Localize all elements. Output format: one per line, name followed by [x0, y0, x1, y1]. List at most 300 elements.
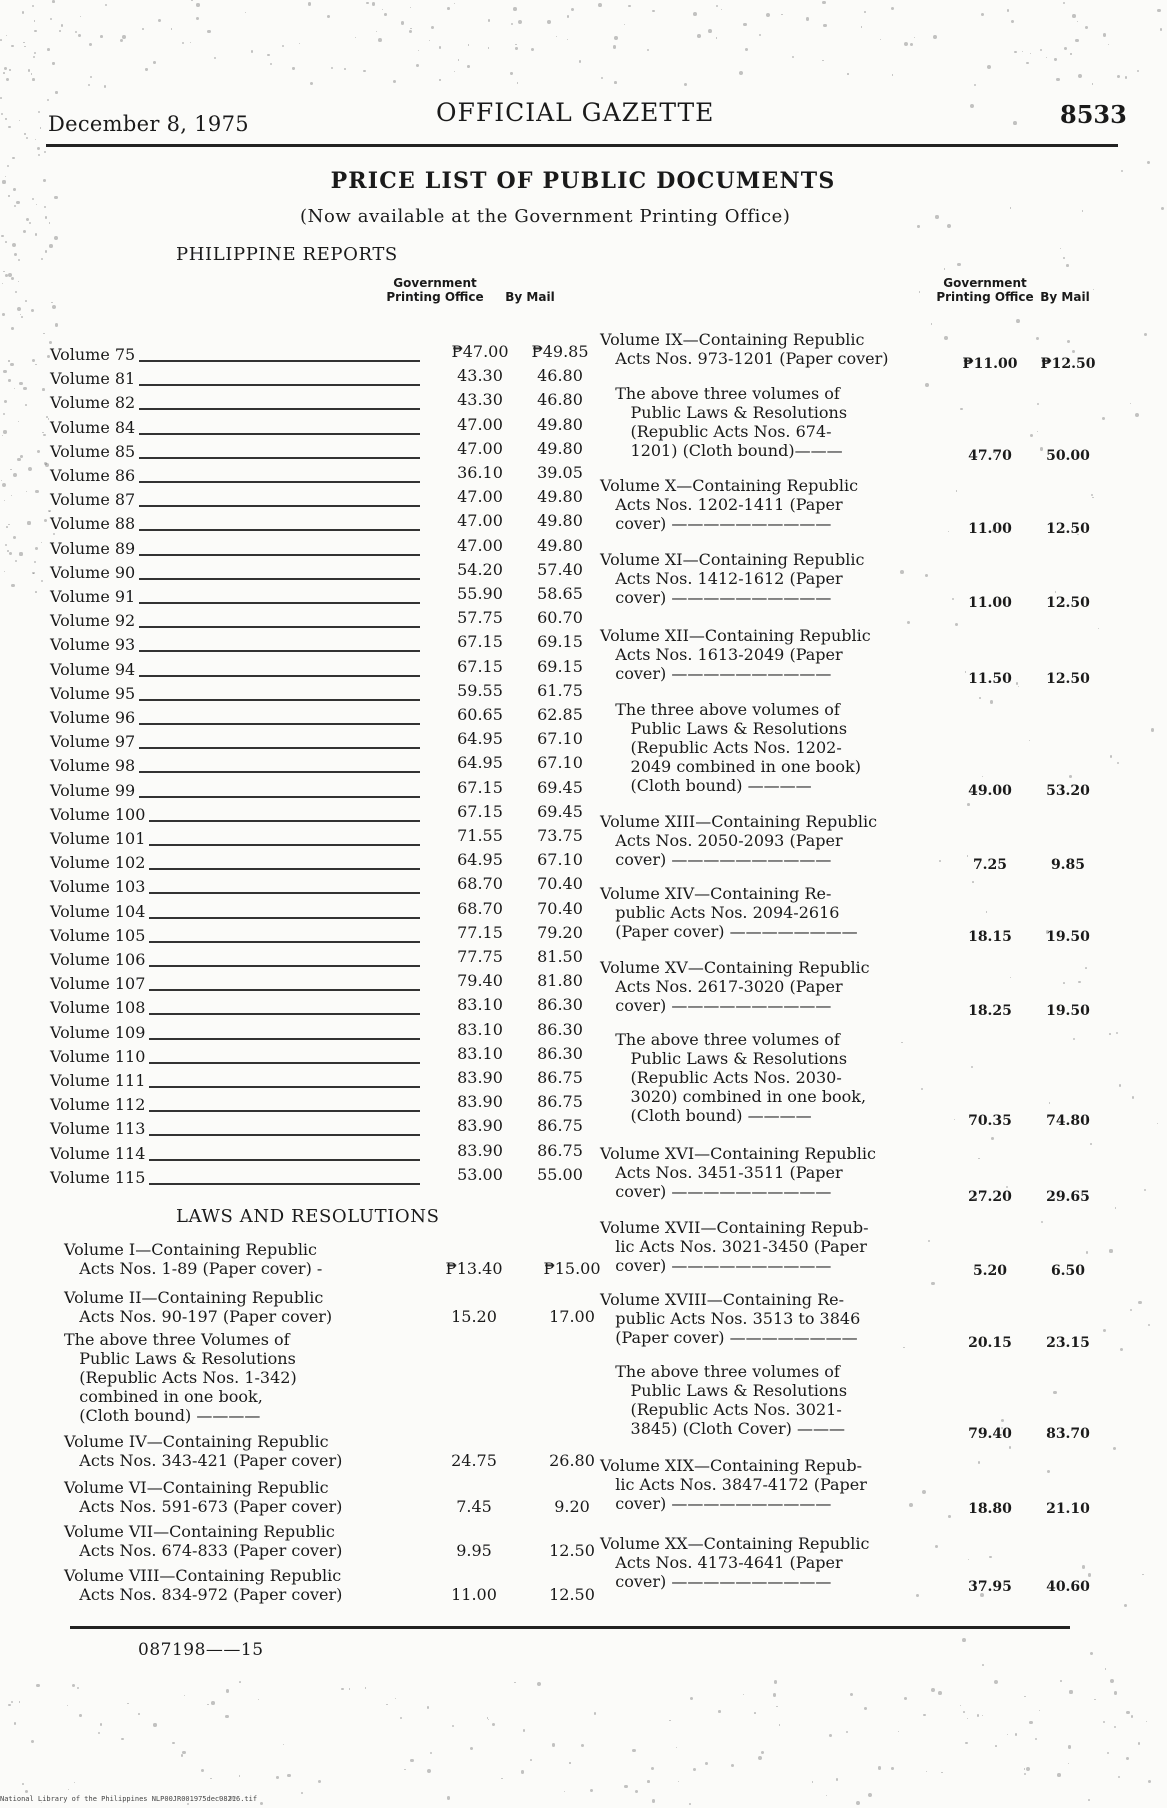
scan-speck: [28, 69, 31, 72]
scan-speck: [992, 529, 995, 532]
scan-speck: [52, 62, 54, 64]
scan-speck: [283, 1744, 284, 1745]
scan-speck: [822, 60, 823, 61]
scan-speck: [0, 39, 2, 41]
report-volume-label: Volume 75: [50, 345, 139, 364]
scan-speck: [1069, 1690, 1072, 1693]
scan-speck: [856, 1801, 860, 1805]
report-leader: [132, 457, 420, 459]
scan-speck: [430, 1752, 432, 1754]
scan-speck: [1138, 1742, 1141, 1745]
law-entry-text: The above three volumes of Public Laws & Resolutions (Republic Acts Nos. 674- 1201) (Cloth bound)———: [615, 384, 848, 460]
scan-speck: [1007, 1734, 1008, 1735]
scan-speck: [2, 483, 6, 487]
scan-speck: [1146, 1721, 1147, 1722]
scan-speck: [23, 230, 26, 233]
scan-speck: [759, 34, 762, 37]
report-leader: [132, 384, 420, 386]
report-gpo-price: 83.10: [457, 1043, 503, 1063]
scan-speck: [355, 37, 356, 38]
scan-speck: [891, 1767, 894, 1770]
scan-speck: [9, 69, 10, 70]
scan-speck: [1157, 1123, 1158, 1124]
scan-speck: [743, 23, 746, 26]
scan-speck: [447, 7, 450, 10]
law-entry: [600, 1030, 1120, 1129]
scan-speck: [979, 697, 981, 699]
scan-speck: [567, 39, 568, 40]
scan-speck: [822, 1, 825, 4]
law-gpo-price: 11.00: [968, 595, 1012, 611]
law-mail-price: 19.50: [1046, 1003, 1090, 1019]
scan-speck: [781, 14, 783, 16]
scan-speck: [382, 9, 383, 10]
law-gpo-price: 37.95: [968, 1579, 1012, 1595]
scan-speck: [967, 803, 970, 806]
scan-speck: [12, 243, 16, 247]
scan-speck: [181, 1754, 183, 1756]
scan-speck: [22, 1783, 24, 1785]
scan-speck: [922, 1490, 926, 1494]
scan-speck: [416, 64, 419, 67]
law-entry: [600, 1218, 1120, 1279]
report-leader: [132, 602, 420, 604]
scan-speck: [11, 584, 14, 587]
scan-speck: [41, 542, 42, 543]
report-leader: [132, 771, 420, 773]
report-volume-label: Volume 108: [50, 998, 149, 1017]
scan-speck: [158, 19, 161, 22]
report-gpo-price: ₱47.00: [451, 342, 509, 361]
scan-speck: [977, 1714, 979, 1716]
scan-speck: [647, 1780, 650, 1783]
scan-speck: [925, 383, 929, 387]
report-mail-price: 58.65: [537, 584, 583, 603]
scan-speck: [1054, 58, 1056, 60]
scan-speck: [393, 80, 396, 83]
scan-speck: [2, 180, 5, 183]
law-gpo-price: ₱11.00: [962, 356, 1018, 372]
report-gpo-price: 79.40: [457, 971, 503, 991]
scan-speck: [32, 5, 34, 7]
scan-speck: [4, 67, 7, 70]
law-mail-price: 19.50: [1046, 929, 1090, 945]
scan-speck: [3, 413, 5, 415]
scan-speck: [1109, 1249, 1112, 1252]
scan-speck: [806, 17, 809, 20]
scan-speck: [122, 35, 126, 39]
scan-speck: [19, 1701, 20, 1702]
report-gpo-price: 60.65: [457, 705, 503, 724]
scan-speck: [35, 364, 36, 365]
scan-speck: [34, 561, 36, 563]
scan-speck: [960, 408, 962, 410]
scan-speck: [1092, 83, 1093, 84]
scan-speck: [8, 524, 10, 526]
scan-speck: [251, 50, 254, 53]
scan-speck: [812, 1781, 813, 1782]
scan-speck: [960, 1705, 961, 1706]
law-entry: [64, 1330, 604, 1425]
scan-speck: [35, 490, 38, 493]
scan-speck: [901, 1042, 902, 1043]
scan-speck: [1126, 1711, 1129, 1714]
scan-speck: [974, 84, 976, 86]
scan-speck: [43, 434, 46, 437]
report-leader: [132, 917, 420, 919]
scan-speck: [45, 216, 47, 218]
scan-speck: [239, 1681, 241, 1683]
scan-speck: [182, 42, 184, 44]
law-gpo-price: 5.20: [972, 1263, 1008, 1279]
report-leader: [132, 747, 420, 749]
scan-speck: [754, 1712, 756, 1714]
law-entry-text: Volume XX—Containing Republic Acts Nos. 4173-4641 (Paper cover) ——————————: [600, 1534, 870, 1591]
scan-speck: [521, 1770, 524, 1773]
scan-speck: [299, 43, 300, 44]
scan-speck: [823, 24, 826, 27]
scan-speck: [773, 1693, 776, 1696]
scan-speck: [1124, 1604, 1128, 1608]
scan-speck: [982, 1664, 984, 1666]
scan-speck: [44, 151, 46, 153]
report-leader: [132, 554, 420, 556]
scan-speck: [669, 1720, 671, 1722]
scan-speck: [34, 30, 37, 33]
scan-speck: [1088, 1799, 1090, 1801]
law-gpo-price: 18.25: [968, 1003, 1012, 1019]
scan-speck: [716, 5, 718, 7]
scan-speck: [1030, 53, 1031, 54]
law-mail-price: 74.80: [1046, 1113, 1090, 1129]
scan-speck: [1088, 1573, 1091, 1576]
scan-speck: [931, 323, 932, 324]
scan-speck: [32, 572, 34, 574]
scan-speck: [581, 1744, 584, 1747]
scan-speck: [3, 72, 5, 74]
scan-speck: [49, 341, 52, 344]
scan-speck: [72, 1684, 75, 1687]
scan-speck: [42, 388, 45, 391]
scan-speck: [990, 700, 993, 703]
scan-speck: [552, 1743, 555, 1746]
scan-speck: [26, 491, 27, 492]
scan-speck: [708, 29, 712, 33]
scan-speck: [531, 48, 534, 51]
report-mail-price: 49.80: [537, 487, 583, 507]
report-gpo-price: 47.00: [457, 487, 503, 507]
report-gpo-price: 83.90: [457, 1068, 503, 1087]
scan-speck: [731, 1764, 734, 1767]
scan-speck: [1070, 53, 1071, 54]
scan-speck: [761, 1751, 764, 1754]
scan-speck: [384, 13, 387, 16]
scan-speck: [267, 54, 269, 56]
scan-speck: [1022, 51, 1023, 52]
scan-speck: [492, 1723, 495, 1726]
scan-speck: [207, 30, 210, 33]
scan-speck: [891, 7, 894, 10]
report-mail-price: 49.80: [537, 511, 583, 531]
scan-speck: [1063, 982, 1065, 984]
report-volume-label: Volume 84: [50, 418, 139, 437]
report-volume-label: Volume 104: [50, 902, 149, 921]
scan-speck: [1026, 1767, 1030, 1771]
scan-speck: [44, 206, 46, 208]
column-header-mail-left: By Mail: [505, 290, 555, 304]
scan-speck: [287, 1774, 291, 1778]
report-volume-label: Volume 87: [50, 490, 139, 509]
document-title: PRICE LIST OF PUBLIC DOCUMENTS: [330, 168, 836, 194]
law-entry-text: Volume XI—Containing Republic Acts Nos. 1412-1612 (Paper cover) ——————————: [600, 550, 865, 607]
scan-speck: [515, 44, 517, 46]
scan-speck: [933, 35, 937, 39]
scan-speck: [973, 1198, 976, 1201]
scan-speck: [1064, 47, 1067, 50]
law-mail-price: 12.50: [1046, 671, 1090, 687]
scan-speck: [944, 336, 948, 340]
footer-rule: [70, 1626, 1070, 1629]
law-entry-text: Volume II—Containing Republic Acts Nos. 90-197 (Paper cover): [64, 1288, 333, 1326]
scan-speck: [1011, 20, 1014, 23]
report-mail-price: 70.40: [537, 874, 583, 894]
law-entry-text: The above three volumes of Public Laws & Resolutions (Republic Acts Nos. 3021- 3845) (Cloth Cover) ———: [615, 1362, 848, 1438]
report-leader: [132, 1110, 420, 1112]
header-rule: [46, 144, 1118, 147]
report-leader: [132, 868, 420, 870]
law-mail-price: 21.10: [1046, 1501, 1090, 1517]
scan-speck: [3, 430, 6, 433]
scan-speck: [944, 268, 946, 270]
scan-speck: [19, 552, 22, 555]
scan-speck: [17, 458, 21, 462]
scan-speck: [127, 1703, 128, 1704]
scan-speck: [100, 1723, 103, 1726]
report-mail-price: 79.20: [537, 922, 583, 942]
scan-speck: [13, 473, 17, 477]
law-gpo-price: 11.00: [968, 521, 1012, 537]
scan-speck: [743, 1694, 744, 1695]
scan-speck: [37, 450, 41, 454]
law-entry-text: Volume XII—Containing Republic Acts Nos. 1613-2049 (Paper cover) ——————————: [600, 626, 871, 683]
scan-speck: [5, 241, 7, 243]
report-gpo-price: 64.95: [457, 729, 503, 749]
report-leader: [132, 505, 420, 507]
law-entry: [64, 1566, 604, 1604]
report-gpo-price: 68.70: [457, 898, 503, 918]
scan-speck: [903, 1347, 904, 1348]
scan-speck: [25, 300, 27, 302]
scan-speck: [41, 258, 43, 260]
report-volume-label: Volume 92: [50, 611, 139, 630]
scan-speck: [1063, 257, 1065, 259]
law-entry-text: Volume IV—Containing Republic Acts Nos. 343-421 (Paper cover): [64, 1432, 343, 1470]
scan-speck: [1007, 9, 1009, 11]
report-volume-label: Volume 103: [50, 877, 149, 896]
scan-speck: [1068, 1763, 1069, 1764]
scan-speck: [226, 1689, 229, 1692]
scan-speck: [418, 50, 419, 51]
scan-speck: [245, 12, 246, 13]
scan-speck: [1053, 1391, 1056, 1394]
scan-speck: [1078, 981, 1081, 984]
report-row: [50, 1164, 583, 1192]
report-mail-price: 67.10: [537, 850, 583, 870]
scan-speck: [11, 1701, 13, 1703]
scan-speck: [957, 263, 961, 267]
scan-speck: [1057, 1773, 1061, 1777]
scan-speck: [11, 45, 13, 47]
report-gpo-price: 77.15: [457, 922, 503, 942]
scan-speck: [16, 201, 19, 204]
scan-speck: [48, 510, 51, 513]
scan-speck: [310, 82, 313, 85]
scan-speck: [29, 222, 31, 224]
scan-speck: [182, 1751, 186, 1755]
report-mail-price: 73.75: [537, 826, 583, 845]
scan-speck: [4, 500, 5, 501]
scan-speck: [153, 61, 156, 64]
scan-speck: [994, 1680, 998, 1684]
scan-speck: [948, 1515, 951, 1518]
law-entry-text: The above three volumes of Public Laws & Resolutions (Republic Acts Nos. 2030- 3020) combined in one book, (Cloth bound) ————: [615, 1030, 867, 1125]
scan-speck: [35, 233, 38, 236]
report-mail-price: 57.40: [537, 559, 583, 579]
scan-speck: [439, 46, 441, 48]
scan-speck: [45, 463, 49, 467]
scan-speck: [1119, 1084, 1122, 1087]
scan-speck: [652, 10, 654, 12]
scan-speck: [400, 1717, 402, 1719]
law-mail-price: 12.50: [1046, 521, 1090, 537]
scan-speck: [6, 35, 8, 37]
scan-speck: [1109, 1033, 1111, 1035]
scan-speck: [647, 49, 649, 51]
scan-speck: [34, 52, 36, 54]
scan-speck: [982, 1715, 984, 1717]
report-mail-price: 46.80: [537, 390, 583, 410]
report-gpo-price: 47.00: [457, 438, 503, 458]
scan-speck: [776, 1706, 777, 1707]
scan-speck: [1138, 1301, 1141, 1304]
scan-speck: [61, 24, 63, 26]
scan-speck: [6, 78, 9, 81]
footer-code: 087198——15: [138, 1640, 264, 1660]
scan-speck: [104, 85, 106, 87]
report-mail-price: 61.75: [537, 680, 583, 700]
report-gpo-price: 77.75: [457, 947, 503, 966]
scan-speck: [27, 521, 30, 524]
scan-speck: [963, 1711, 965, 1713]
scan-speck: [515, 47, 517, 49]
scan-speck: [1072, 14, 1076, 18]
header-title: OFFICIAL GAZETTE: [436, 98, 715, 127]
scan-speck: [1161, 207, 1164, 210]
scan-speck: [919, 291, 921, 293]
report-mail-price: 81.80: [537, 971, 583, 991]
scan-speck: [1094, 1699, 1096, 1701]
scan-speck: [23, 42, 25, 44]
scan-speck: [1013, 121, 1017, 125]
scan-speck: [211, 1701, 215, 1705]
scan-speck: [1024, 1696, 1025, 1697]
scan-speck: [79, 1714, 82, 1717]
law-gpo-price: 24.75: [451, 1451, 497, 1470]
report-leader: [132, 1013, 420, 1015]
law-mail-price: 83.70: [1046, 1426, 1090, 1442]
scan-speck: [196, 17, 199, 20]
report-leader: [132, 578, 420, 580]
report-gpo-price: 57.75: [457, 608, 503, 628]
scan-speck: [904, 42, 908, 46]
scan-speck: [153, 1723, 156, 1726]
scan-speck: [690, 1697, 693, 1700]
report-leader: [132, 699, 420, 701]
report-leader: [132, 675, 420, 677]
report-volume-label: Volume 99: [50, 781, 139, 800]
scan-speck: [24, 46, 25, 47]
scan-speck: [32, 198, 34, 200]
scan-speck: [1046, 57, 1047, 58]
scan-speck: [10, 469, 11, 470]
scan-speck: [191, 0, 192, 1]
law-gpo-price: 79.40: [968, 1426, 1012, 1442]
scan-speck: [1157, 9, 1160, 12]
scan-speck: [518, 20, 522, 24]
scan-speck: [556, 36, 557, 37]
scan-speck: [401, 21, 405, 25]
law-mail-price: 12.50: [549, 1541, 595, 1560]
law-entry-text: Volume XVII—Containing Repub- lic Acts Nos. 3021-3450 (Paper cover) ——————————: [600, 1218, 869, 1275]
report-volume-label: Volume 114: [50, 1144, 149, 1163]
scan-speck: [962, 1638, 966, 1642]
law-gpo-price: 15.20: [451, 1307, 497, 1326]
microfilm-note: National Library of the Philippines NLP00JR001975dec08216.tif: [0, 1795, 258, 1803]
report-mail-price: 86.30: [537, 995, 583, 1015]
scan-speck: [880, 39, 881, 40]
scan-speck: [868, 1793, 872, 1797]
scan-speck: [54, 196, 57, 199]
column-header-gpo-left: Government Printing Office: [386, 276, 484, 304]
scan-speck: [301, 1792, 303, 1794]
scan-speck: [1148, 1780, 1151, 1783]
law-entry: [600, 1534, 1120, 1595]
law-entry: [600, 958, 1120, 1019]
report-volume-label: Volume 112: [50, 1095, 149, 1114]
law-entry-text: Volume VIII—Containing Republic Acts Nos. 834-972 (Paper cover): [64, 1566, 343, 1604]
scan-speck: [564, 1791, 565, 1792]
report-leader: [132, 1038, 420, 1040]
scan-speck: [14, 388, 15, 389]
scan-speck: [55, 323, 58, 326]
report-gpo-price: 47.00: [457, 414, 503, 434]
scan-speck: [1117, 75, 1120, 78]
scan-speck: [51, 302, 52, 303]
law-entry: [600, 1456, 1120, 1517]
scan-speck: [967, 855, 968, 856]
scan-speck: [171, 28, 172, 29]
law-entry-text: Volume XIX—Containing Repub- lic Acts Nos. 3847-4172 (Paper cover) ——————————: [600, 1456, 867, 1513]
scan-speck: [1068, 1745, 1072, 1749]
scan-speck: [1105, 1668, 1106, 1669]
law-entry: [600, 812, 1120, 873]
scan-speck: [431, 26, 434, 29]
scan-speck: [11, 327, 14, 330]
report-gpo-price: 36.10: [457, 463, 503, 482]
scan-speck: [987, 65, 991, 69]
scan-speck: [78, 34, 81, 37]
law-gpo-price: 70.35: [968, 1113, 1012, 1129]
